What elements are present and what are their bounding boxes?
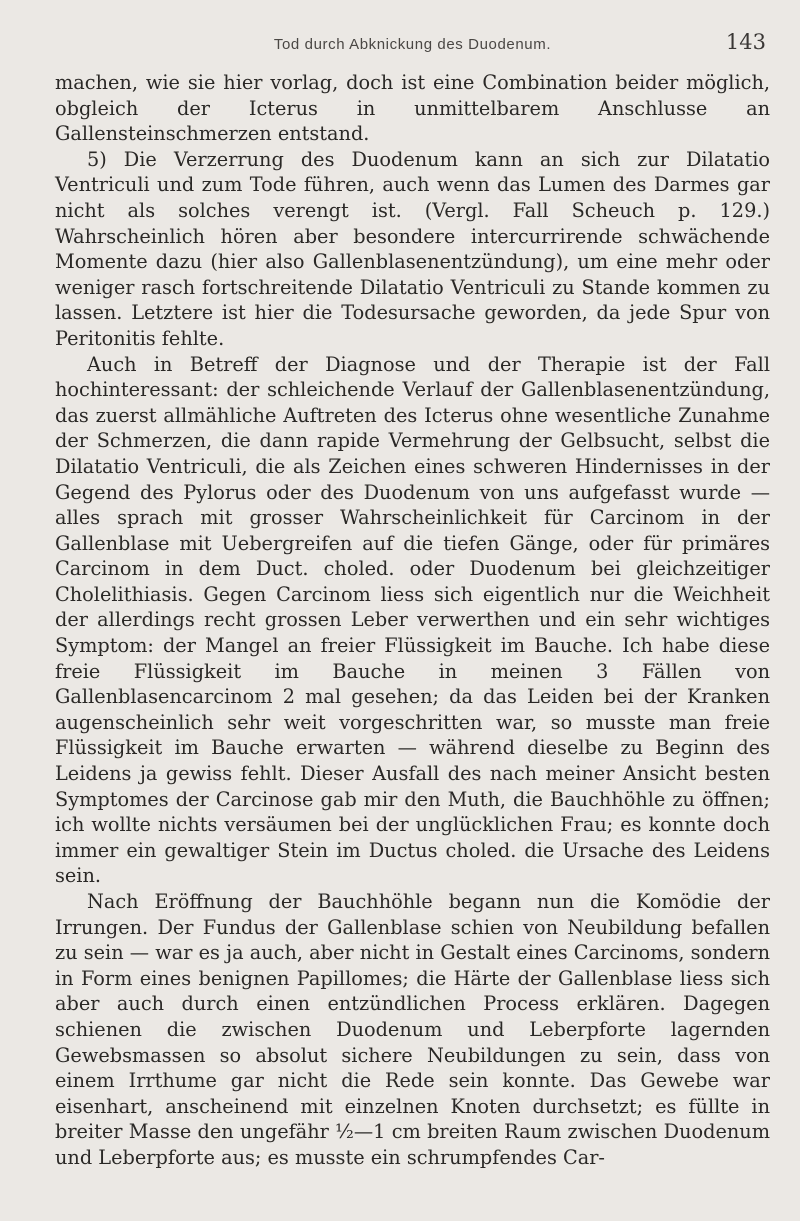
paragraph-continuation: machen, wie sie hier vorlag, doch ist eine Combination beider möglich, obgleich der Icterus in unmittelbarem Anschlusse an Gallensteinschmerzen entstand.	[55, 71, 770, 146]
running-title: Tod durch Abknickung des Duodenum.	[273, 36, 552, 53]
paragraph-point-5: 5) Die Verzerrung des Duodenum kann an sich zur Dilatatio Ventriculi und zum Tode führen, auch wenn das Lumen des Darmes gar nicht als solches verengt ist. (Vergl. Fall Scheuch p. 129.) Wahrscheinlich hören aber besondere intercurrirende schwächende Momente dazu (hier also Gallenblasenentzündung), um eine mehr oder weniger rasch fortschreitende Dilatatio Ventriculi zu Stande kommen zu lassen. Letztere ist hier die Todesursache geworden, da jede Spur von Peritonitis fehlte.	[55, 147, 770, 350]
page-number: 143	[725, 30, 766, 54]
paragraph-operation: Nach Eröffnung der Bauchhöhle begann nun die Komödie der Irrungen. Der Fundus der Gallenblase schien von Neubildung befallen zu sein — war es ja auch, aber nicht in Gestalt eines Carcinoms, sondern in Form eines benignen Papillomes; die Härte der Gallenblase liess sich aber auch durch einen entzündlichen Process erklären. Dagegen schienen die zwischen Duodenum und Leberpforte lagernden Gewebsmassen so absolut sichere Neubildungen zu sein, dass von einem Irrthume gar nicht die Rede sein konnte. Das Gewebe war eisenhart, anscheinend mit einzelnen Knoten durchsetzt; es füllte in breiter Masse den ungefähr ½—1 cm breiten Raum zwischen Duodenum und Leberpforte aus; es musste ein schrumpfendes Car-	[55, 890, 770, 1169]
paragraph-diagnosis: Auch in Betreff der Diagnose und der Therapie ist der Fall hochinteressant: der schleichende Verlauf der Gallenblasenentzündung, das zuerst allmähliche Auftreten des Icterus ohne wesentliche Zunahme der Schmerzen, die dann rapide Vermehrung der Gelbsucht, selbst die Dilatatio Ventriculi, die als Zeichen eines schweren Hindernisses in der Gegend des Pylorus oder des Duodenum von uns aufgefasst wurde — alles sprach mit grosser Wahrscheinlichkeit für Carcinom in der Gallenblase mit Uebergreifen auf die tiefen Gänge, oder für primäres Carcinom in dem Duct. choled. oder Duodenum bei gleichzeitiger Cholelithiasis. Gegen Carcinom liess sich eigentlich nur die Weichheit der allerdings recht grossen Leber verwerthen und ein sehr wichtiges Symptom: der Mangel an freier Flüssigkeit im Bauche. Ich habe diese freie Flüssigkeit im Bauche in meinen 3 Fällen von Gallenblasencarcinom 2 mal gesehen; da das Leiden bei der Kranken augenscheinlich sehr weit vorgeschritten war, so musste man freie Flüssigkeit im Bauche erwarten — während dieselbe zu Beginn des Leidens ja gewiss fehlt. Dieser Ausfall des nach meiner Ansicht besten Symptomes der Carcinose gab mir den Muth, die Bauchhöhle zu öffnen; ich wollte nichts versäumen bei der unglücklichen Frau; es konnte doch immer ein gewaltiger Stein im Ductus choled. die Ursache des Leidens sein.	[55, 352, 770, 888]
running-head	[55, 30, 770, 60]
body-text	[55, 70, 770, 1171]
